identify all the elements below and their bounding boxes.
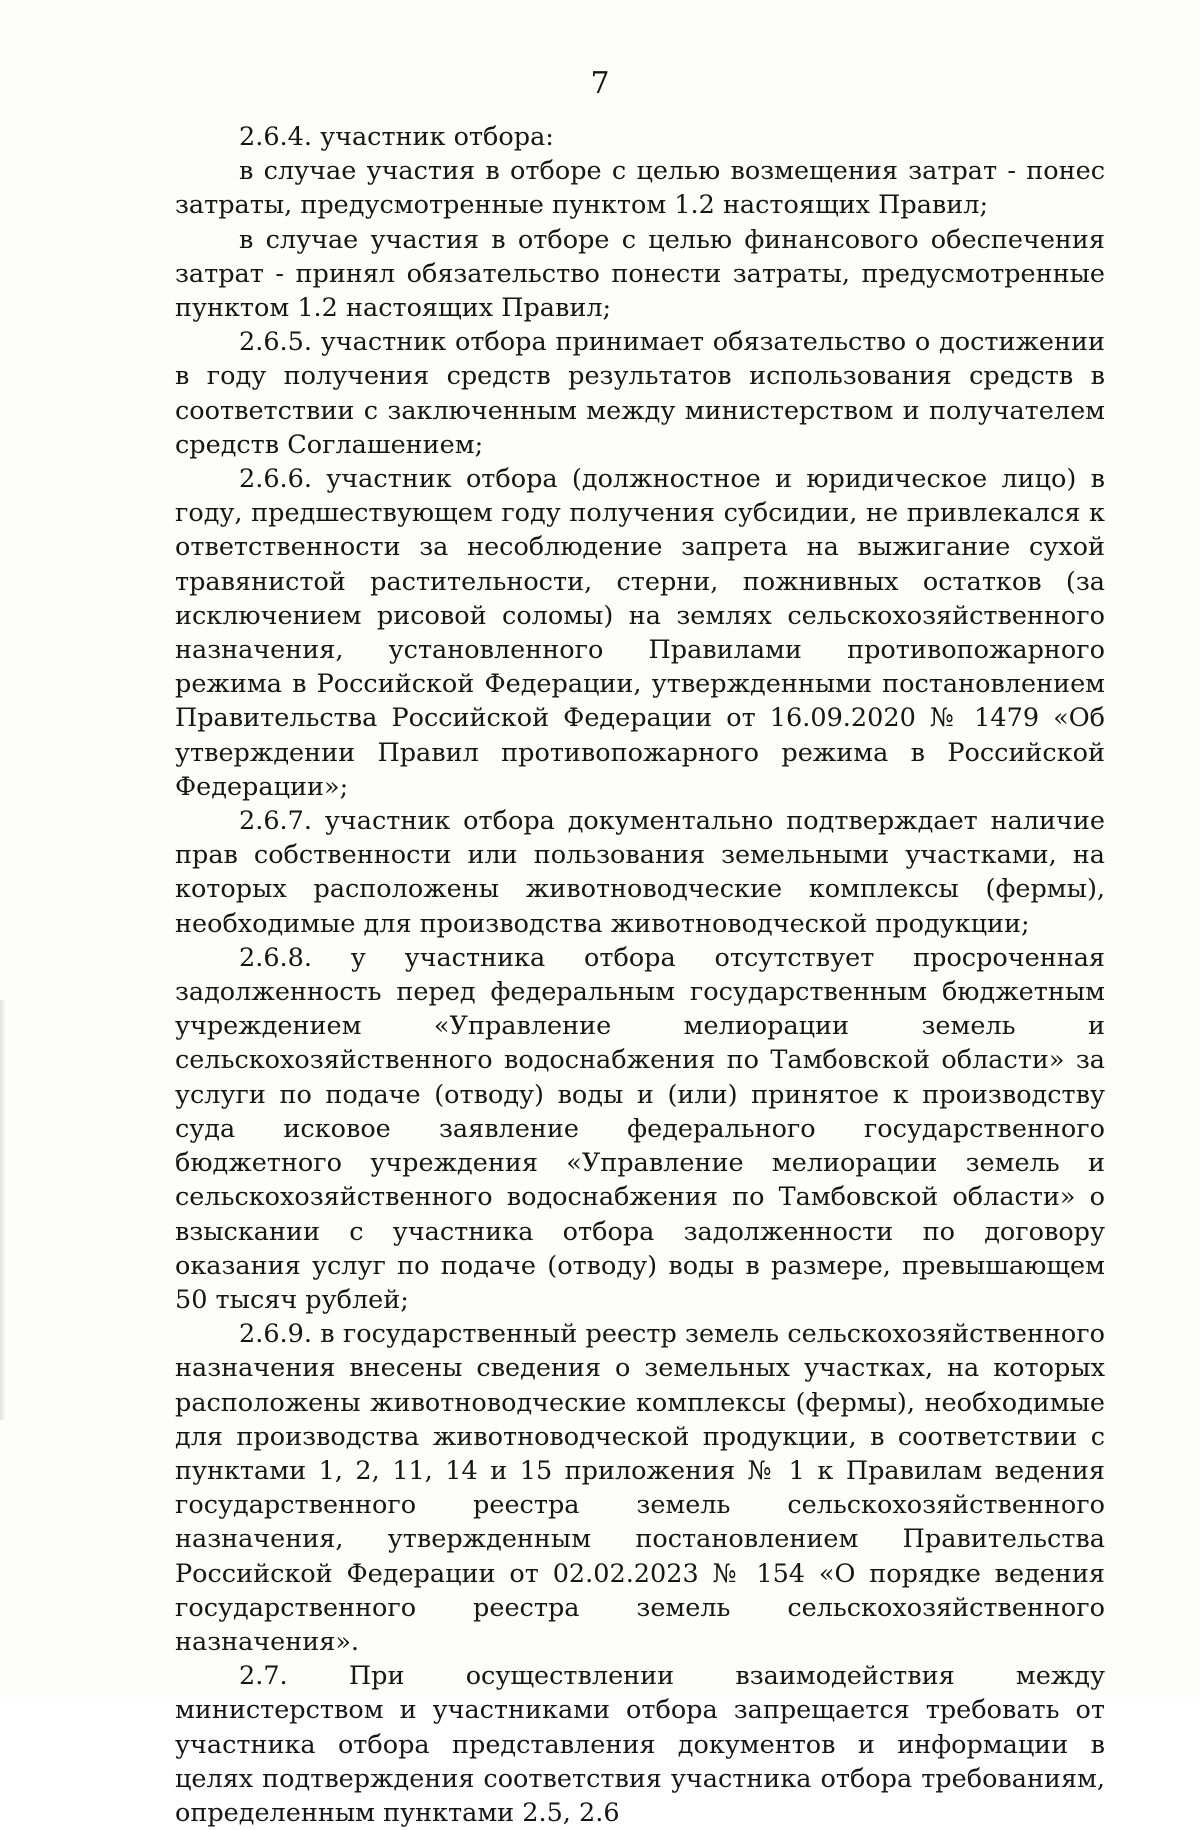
scan-edge-shadow: [0, 1000, 6, 1420]
paragraph-2-6-5: 2.6.5. участник отбора принимает обязательство о достижении в году получения средств результатов использования средств в соответствии с заключенным между министерством и получателем средств Соглашением;: [175, 327, 1105, 460]
paragraph-2-6-6: 2.6.6. участник отбора (должностное и юридическое лицо) в году, предшествующем году получения субсидии, не привлекался к ответственности за несоблюдение запрета на выжигание сухой травянистой растительности, стерни, пожнивных остатков (за исключением рисовой соломы) на землях сельскохозяйственного назначения, установленного Правилами противопожарного режима в Российской Федерации, утвержденными постановлением Правительства Российской Федерации от 16.09.2020 № 1479 «Об утверждении Правил противопожарного режима в Российской Федерации»;: [175, 464, 1105, 802]
paragraph-2-6-8: 2.6.8. у участника отбора отсутствует просроченная задолженность перед федеральным государственным бюджетным учреждением «Управление мелиорации земель и сельскохозяйственного водоснабжения по Тамбовской области» за услуги по подаче (отводу) воды и (или) принятое к производству суда исковое заявление федерального государственного бюджетного учреждения «Управление мелиорации земель и сельскохозяйственного водоснабжения по Тамбовской области» о взыскании с участника отбора задолженности по договору оказания услуг по подаче (отводу) воды в размере, превышающем 50 тысяч рублей;: [175, 942, 1105, 1315]
paragraph-2-6-7: 2.6.7. участник отбора документально подтверждает наличие прав собственности или пользования земельными участками, на которых расположены животноводческие комплексы (фермы), необходимые для производства животноводческой продукции;: [175, 806, 1105, 939]
paragraph-financing-case: в случае участия в отборе с целью финансового обеспечения затрат - принял обязательство понести затраты, предусмотренные пунктом 1.2 настоящих Правил;: [175, 224, 1105, 324]
paragraph-2-7: 2.7. При осуществлении взаимодействия между министерством и участниками отбора запрещается требовать от участника отбора представления документов и информации в целях подтверждения соответствия участника отбора требованиям, определенным пунктами 2.5, 2.6: [175, 1661, 1105, 1828]
paragraph-2-6-9: 2.6.9. в государственный реестр земель сельскохозяйственного назначения внесены сведения о земельных участках, на которых расположены животноводческие комплексы (фермы), необходимые для производства животноводческой продукции, в соответствии с пунктами 1, 2, 11, 14 и 15 приложения № 1 к Правилам ведения государственного реестра земель сельскохозяйственного назначения, утвержденным постановлением Правительства Российской Федерации от 02.02.2023 № 154 «О порядке ведения государственного реестра земель сельскохозяйственного назначения».: [175, 1319, 1105, 1657]
document-body: [175, 120, 1105, 1830]
paragraph-reimbursement-case: в случае участия в отборе с целью возмещения затрат - понес затраты, предусмотренные пунктом 1.2 настоящих Правил;: [175, 156, 1105, 221]
paragraph-2-6-4: 2.6.4. участник отбора:: [239, 122, 554, 152]
page-number: 7: [590, 66, 610, 101]
